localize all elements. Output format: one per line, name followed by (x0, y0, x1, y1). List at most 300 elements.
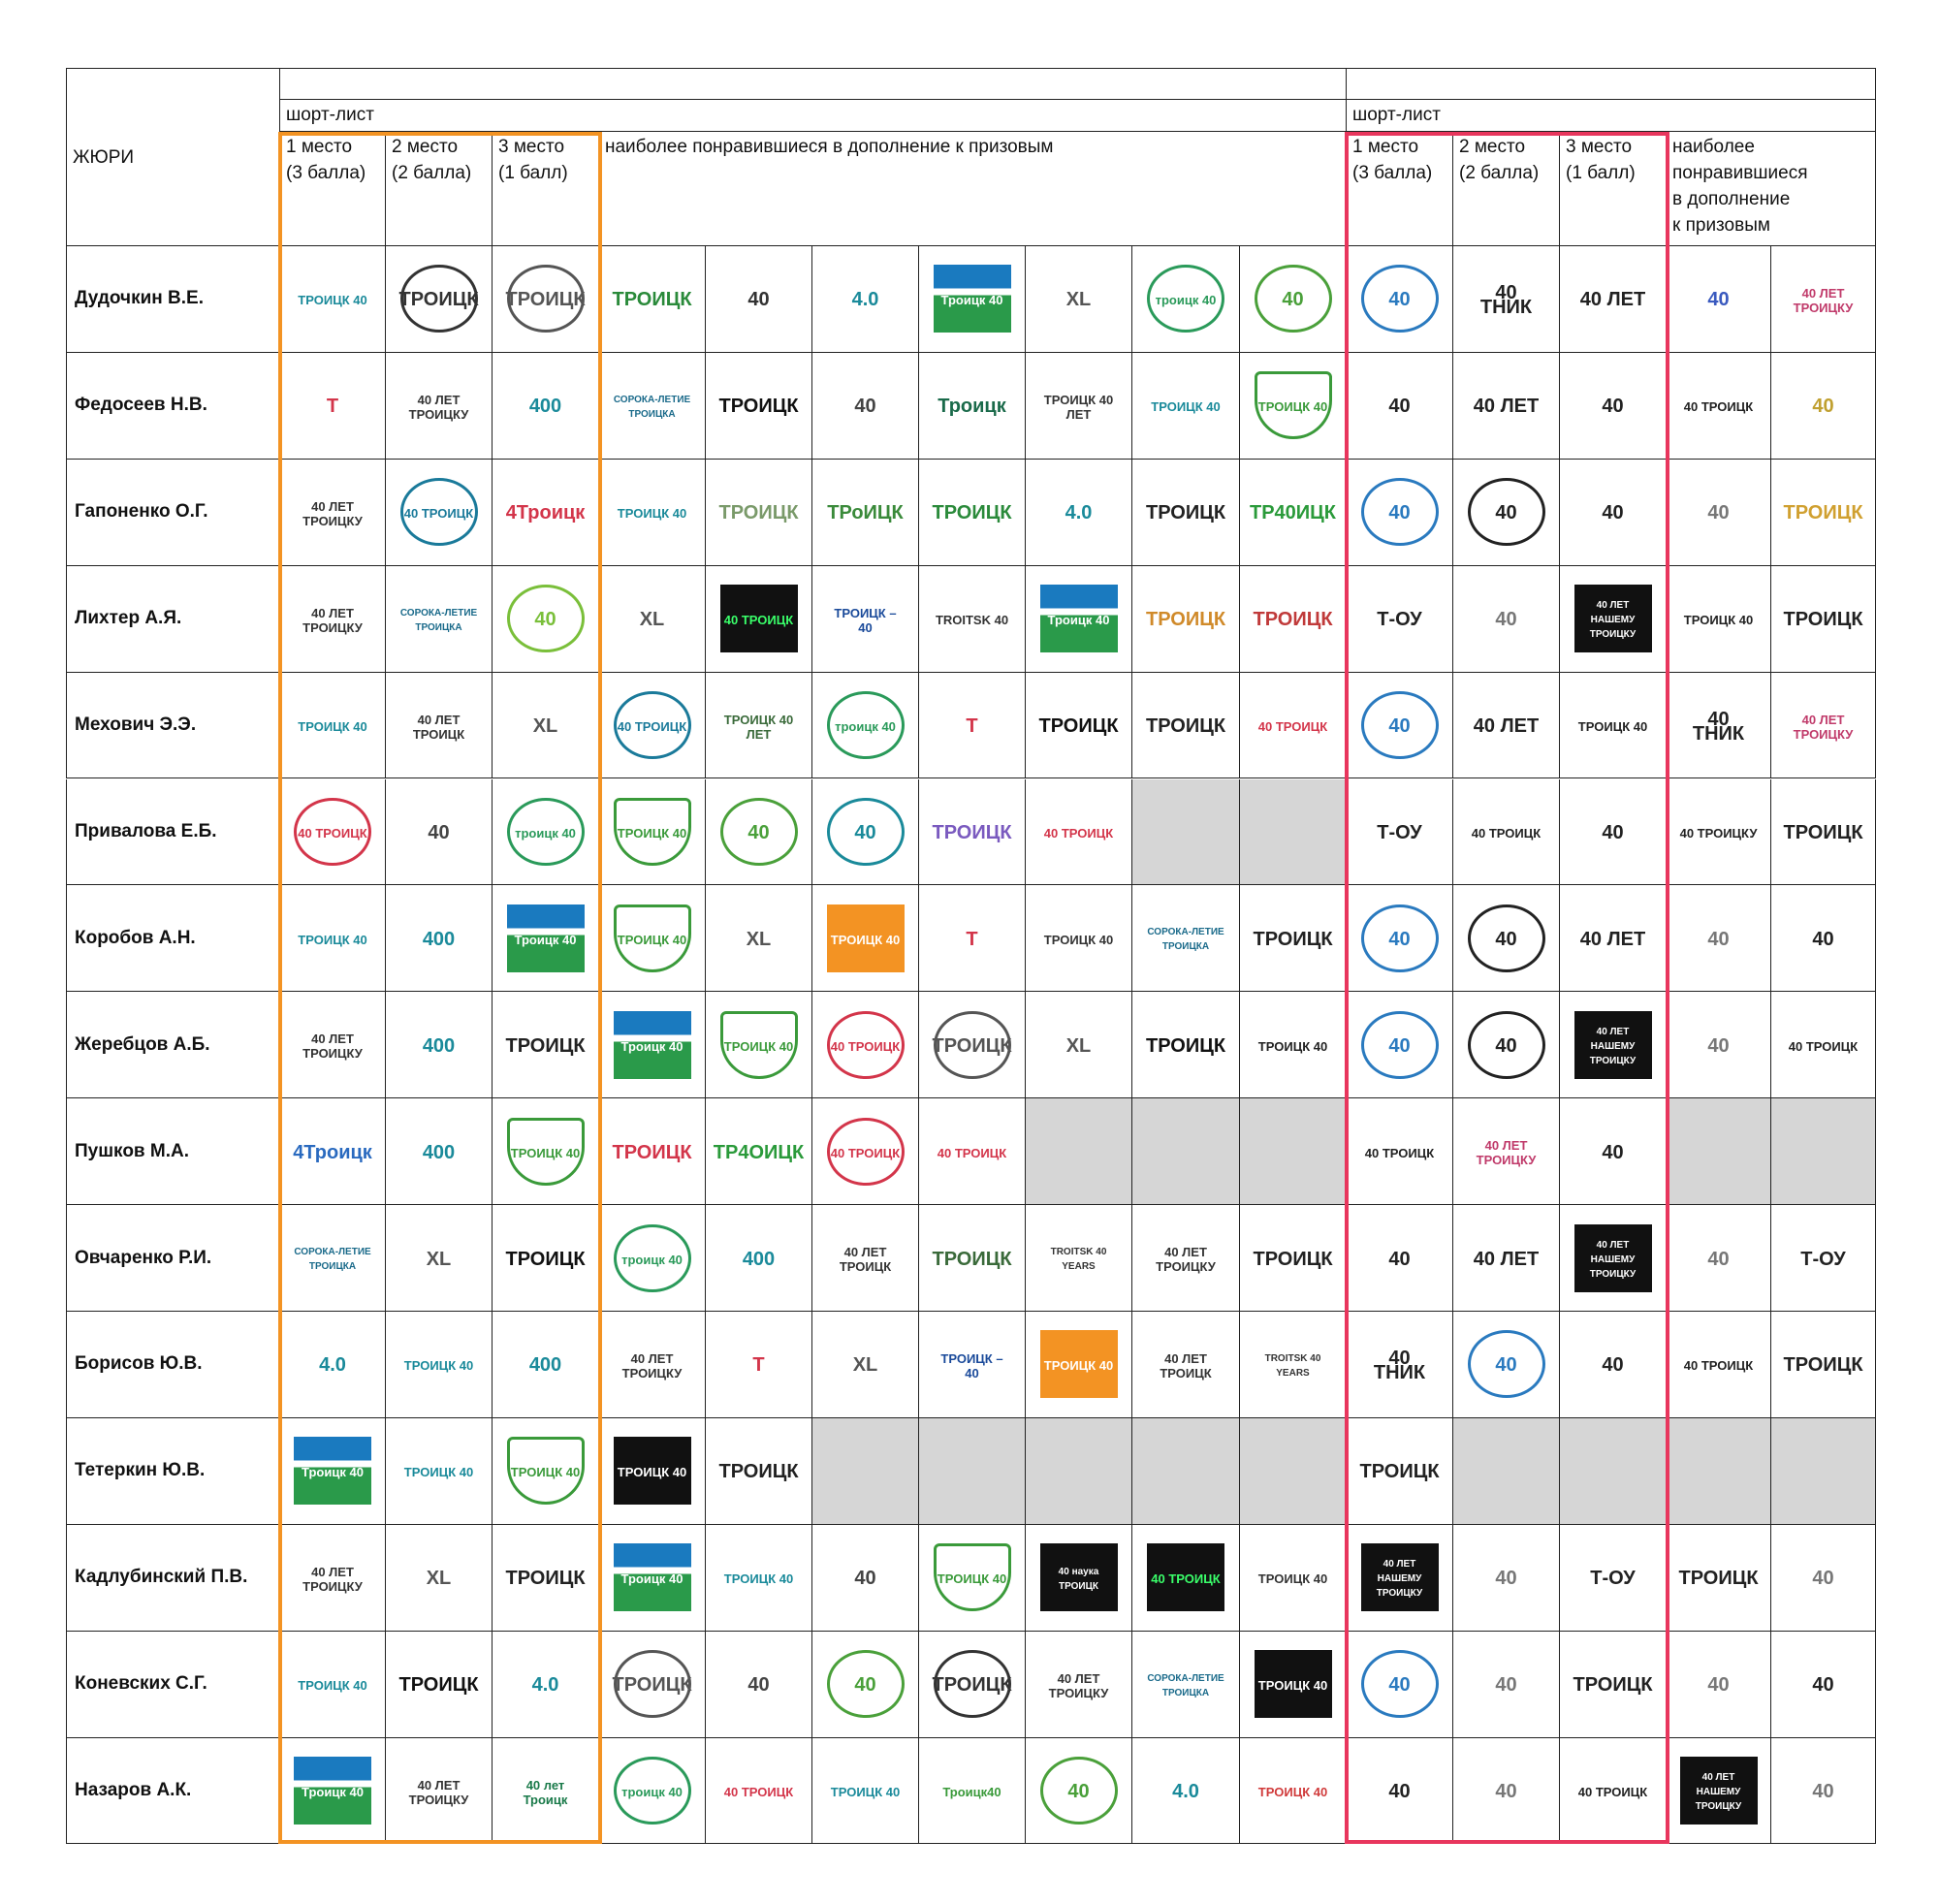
logo-mark (1785, 798, 1862, 866)
junior-shortlist-drawing (1347, 885, 1453, 992)
logo-mark (1785, 904, 1862, 972)
senior-liked-logo (812, 1098, 919, 1205)
logo-mark (1574, 798, 1652, 866)
logo-text: троицк 40 (515, 825, 576, 841)
senior-liked-logo (812, 1312, 919, 1418)
junior-shortlist-drawing (1453, 353, 1560, 460)
logo-text: 40 (1495, 1568, 1517, 1590)
logo-text: 40 (1602, 1354, 1624, 1377)
logo-mark (294, 1543, 371, 1611)
logo-text: XL (639, 609, 665, 631)
logo-text: 40 наука ТРОИЦК (1058, 1566, 1099, 1592)
senior-liked-logo (1132, 1525, 1240, 1632)
logo-text: Т (752, 1354, 765, 1377)
logo-mark (1680, 1757, 1758, 1825)
senior-shortlist-logo (493, 460, 599, 566)
junior-shortlist-drawing (1453, 779, 1560, 886)
logo-mark (614, 1437, 691, 1505)
junior-liked-drawing (1667, 779, 1771, 886)
logo-mark (294, 1437, 371, 1505)
logo-text: 40 ЛЕТ ТРОИЦКУ (302, 498, 363, 528)
senior-liked-logo (599, 1205, 706, 1312)
logo-text: 40 (534, 609, 556, 631)
logo-mark (1361, 265, 1439, 333)
logo-text: ТРОИЦК 40 (1257, 1678, 1328, 1694)
senior-liked-logo (1132, 885, 1240, 992)
logo-text: Т-ОУ (1800, 1248, 1846, 1270)
logo-text: ТРОИЦК (932, 1674, 1012, 1697)
logo-text: ТРОИЦК 40 (403, 1358, 474, 1374)
logo-text: 40 ЛЕТ НАШЕМУ ТРОИЦКУ (1695, 1772, 1742, 1813)
senior-shortlist-logo (386, 1738, 493, 1845)
logo-mark (934, 691, 1011, 759)
junior-shortlist-drawing (1347, 1738, 1453, 1845)
empty-cell (1771, 1098, 1876, 1205)
logo-text: ТРОИЦК (1038, 715, 1119, 738)
logo-text: 40 (1602, 502, 1624, 524)
logo-text: ТРОИЦК 40 (298, 1678, 367, 1694)
senior-shortlist-logo (493, 673, 599, 779)
logo-mark (1255, 691, 1332, 759)
logo-text: 40 ЛЕТ (1473, 1248, 1540, 1270)
logo-mark (294, 478, 371, 546)
logo-text: 40 (1707, 1034, 1730, 1057)
logo-text: 40 (854, 1568, 876, 1590)
logo-mark (294, 585, 371, 652)
logo-mark (934, 1224, 1011, 1292)
logo-mark (614, 1011, 691, 1079)
senior-liked-logo (706, 1312, 812, 1418)
logo-text: ТРОИЦК (505, 1568, 586, 1590)
junior-place1-header: 1 место (3 балла) (1347, 132, 1453, 246)
senior-liked-logo (919, 1525, 1026, 1632)
logo-mark (614, 691, 691, 759)
logo-text: ТР40ИЦК (1250, 502, 1336, 524)
logo-mark (400, 478, 478, 546)
logo-mark (1040, 691, 1118, 759)
logo-text: ТРОИЦК (505, 289, 586, 311)
senior-liked-logo (1132, 992, 1240, 1098)
logo-mark (1361, 904, 1439, 972)
senior-liked-logo (1132, 566, 1240, 673)
logo-text: ТРОИЦК (398, 289, 479, 311)
junior-shortlist-drawing (1560, 1098, 1667, 1205)
junior-shortlist-drawing (1560, 779, 1667, 886)
logo-text: TROITSK 40 YEARS (1264, 1352, 1321, 1379)
logo-text: 40 ЛЕТ ТРОИЦК (1160, 1350, 1212, 1380)
senior-shortlist-logo (386, 1632, 493, 1738)
senior-liked-logo (706, 992, 812, 1098)
logo-text: 40 (1282, 289, 1304, 311)
senior-shortlist-logo (280, 673, 386, 779)
senior-shortlist-logo (386, 779, 493, 886)
junior-shortlist-drawing (1560, 566, 1667, 673)
logo-mark (1785, 585, 1862, 652)
senior-liked-logo (599, 1738, 706, 1845)
junior-shortlist-drawing (1347, 673, 1453, 779)
logo-text: XL (852, 1354, 878, 1377)
senior-shortlist-logo (386, 460, 493, 566)
logo-text: 40 ЛЕТ ТРОИЦКУ (408, 392, 469, 422)
logo-mark (400, 1011, 478, 1079)
senior-liked-logo (1026, 673, 1132, 779)
senior-shortlist-logo (386, 1525, 493, 1632)
logo-mark (1468, 1011, 1545, 1079)
junior-shortlist-drawing (1560, 673, 1667, 779)
junior-shortlist-drawing (1560, 885, 1667, 992)
logo-text: ТРОИЦК (932, 821, 1012, 843)
logo-mark (720, 1224, 798, 1292)
logo-text: ТРОИЦК (612, 289, 692, 311)
logo-text: СОРОКА-ЛЕТИЕ ТРОИЦКА (613, 394, 691, 420)
logo-mark (294, 691, 371, 759)
logo-mark (1468, 1224, 1545, 1292)
logo-text: ТРОИЦК 40 (723, 1571, 794, 1587)
jury-score-table (66, 68, 1876, 1844)
logo-text: ТРОИЦК 40 (1577, 719, 1648, 735)
senior-shortlist-logo (386, 1312, 493, 1418)
senior-shortlist-logo (280, 246, 386, 353)
jury-member-name: Дудочкин В.Е. (66, 246, 280, 353)
senior-liked-logo (1026, 1525, 1132, 1632)
logo-mark (720, 1011, 798, 1079)
logo-mark (934, 585, 1011, 652)
logo-text: 40 ТРОИЦК (937, 1145, 1007, 1160)
logo-text: СОРОКА-ЛЕТИЕ ТРОИЦКА (294, 1247, 371, 1273)
senior-shortlist-logo (280, 566, 386, 673)
junior-shortlist-drawing (1347, 1418, 1453, 1525)
logo-text: Т (326, 396, 339, 418)
logo-mark (507, 691, 585, 759)
logo-text: ТРоИЦК (827, 502, 904, 524)
junior-liked-drawing (1771, 1525, 1876, 1632)
logo-mark (720, 478, 798, 546)
senior-liked-header: наиболее понравившиеся в дополнение к призовым (599, 132, 1347, 246)
junior-place2-header: 2 место (2 балла) (1453, 132, 1560, 246)
logo-mark (827, 1118, 905, 1186)
logo-mark (1250, 478, 1336, 546)
logo-text: ТРОИЦК 40 (830, 932, 901, 947)
senior-liked-logo (1240, 566, 1347, 673)
logo-text: ТРОИЦК (718, 1461, 799, 1483)
senior-liked-logo (599, 1525, 706, 1632)
senior-shortlist-logo (280, 1525, 386, 1632)
logo-mark (614, 478, 691, 546)
senior-liked-logo (599, 353, 706, 460)
senior-liked-logo (1132, 1738, 1240, 1845)
senior-liked-logo (599, 779, 706, 886)
logo-mark (1361, 691, 1439, 759)
empty-cell (1667, 1098, 1771, 1205)
logo-mark (400, 691, 478, 759)
junior-shortlist-drawing (1347, 246, 1453, 353)
senior-liked-logo (599, 1418, 706, 1525)
senior-shortlist-logo (280, 885, 386, 992)
logo-text: 40 (1602, 1141, 1624, 1163)
logo-text: 40 ТРОИЦК (1257, 719, 1328, 735)
senior-liked-logo (706, 1418, 812, 1525)
jury-member-name: Тетеркин Ю.В. (66, 1418, 280, 1525)
logo-text: 40 (1495, 609, 1517, 631)
senior-liked-logo (919, 673, 1026, 779)
logo-mark (294, 1011, 371, 1079)
logo-text: ТРОИЦК 40 (298, 293, 367, 308)
empty-cell (1560, 1418, 1667, 1525)
junior-liked-drawing (1771, 673, 1876, 779)
logo-text: ТРОИЦК (1783, 1354, 1863, 1377)
logo-text: 40 (1388, 1248, 1411, 1270)
jury-member-name: Жеребцов А.Б. (66, 992, 280, 1098)
logo-mark (1680, 1224, 1758, 1292)
logo-mark (1040, 265, 1118, 333)
logo-mark (827, 904, 905, 972)
logo-mark (400, 1330, 478, 1398)
junior-liked-drawing (1667, 566, 1771, 673)
senior-shortlist-logo (386, 673, 493, 779)
senior-liked-logo (706, 885, 812, 992)
logo-mark (507, 1543, 585, 1611)
senior-shortlist-logo (386, 1098, 493, 1205)
senior-shortlist-logo (386, 566, 493, 673)
logo-mark (1680, 478, 1758, 546)
logo-mark (507, 1757, 585, 1825)
senior-liked-logo (1240, 1738, 1347, 1845)
logo-mark (1680, 1330, 1758, 1398)
logo-text: ТРОИЦК 40 (1151, 399, 1221, 415)
logo-mark (1361, 1757, 1439, 1825)
logo-mark (507, 1118, 585, 1186)
empty-cell (919, 1418, 1026, 1525)
junior-shortlist-drawing (1560, 1205, 1667, 1312)
logo-text: 40 ЛЕТ ТРОИЦКУ (408, 1777, 469, 1807)
empty-cell (1453, 1418, 1560, 1525)
logo-mark (1680, 371, 1758, 439)
logo-mark (1785, 371, 1862, 439)
logo-text: ТРОИЦК (1783, 821, 1863, 843)
logo-text: XL (426, 1568, 452, 1590)
logo-text: 40 (1388, 289, 1411, 311)
logo-mark (1040, 371, 1118, 439)
jury-member-name: Привалова Е.Б. (66, 779, 280, 886)
senior-place1-header: 1 место (3 балла) (280, 132, 386, 246)
junior-shortlist-drawing (1347, 1098, 1453, 1205)
senior-shortlist-logo (280, 779, 386, 886)
junior-shortlist-drawing (1560, 1738, 1667, 1845)
logo-text: 4Троицк (293, 1141, 372, 1163)
logo-text: ТРОИЦК (1359, 1461, 1440, 1483)
logo-mark (934, 1650, 1011, 1718)
logo-mark (1040, 1543, 1118, 1611)
logo-text: 40 ТРОИЦК (1043, 825, 1114, 841)
senior-liked-logo (706, 566, 812, 673)
senior-liked-logo (706, 246, 812, 353)
logo-mark (1680, 1543, 1758, 1611)
junior-shortlist-drawing (1560, 1525, 1667, 1632)
logo-text: ТРОИЦК (1783, 609, 1863, 631)
logo-text: 40 ЛЕТ ТРОИЦКУ (621, 1350, 683, 1380)
senior-liked-logo (919, 1312, 1026, 1418)
logo-text: ТРОИЦК 40 (510, 1145, 581, 1160)
logo-mark (827, 265, 905, 333)
jury-member-name: Борисов Ю.В. (66, 1312, 280, 1418)
logo-text: ТРОИЦК 40 (1257, 1571, 1328, 1587)
logo-mark (294, 798, 371, 866)
logo-text: 4Троицк (505, 502, 586, 524)
logo-mark (1361, 478, 1439, 546)
logo-text: ТРОИЦК (718, 502, 799, 524)
logo-mark (400, 1757, 478, 1825)
junior-shortlist-drawing (1453, 885, 1560, 992)
logo-mark (614, 1543, 691, 1611)
senior-liked-logo (599, 460, 706, 566)
logo-text: Т-ОУ (1377, 609, 1422, 631)
logo-text: 40 ТРОИЦКУ (1679, 825, 1758, 841)
senior-liked-logo (1026, 460, 1132, 566)
logo-mark (827, 371, 905, 439)
logo-mark (720, 904, 798, 972)
junior-shortlist-drawing (1347, 992, 1453, 1098)
senior-liked-logo (1240, 992, 1347, 1098)
logo-mark (1574, 478, 1652, 546)
logo-mark (1255, 1224, 1332, 1292)
logo-text: ТРОИЦК (505, 1248, 586, 1270)
logo-text: 40 (1707, 1674, 1730, 1697)
logo-text: ТРОИЦК – 40 (834, 605, 897, 635)
logo-text: 4.0 (851, 289, 879, 311)
logo-text: 40 (854, 396, 876, 418)
logo-mark (1468, 585, 1545, 652)
senior-liked-logo (1240, 246, 1347, 353)
logo-text: 40 ТРОИЦК (723, 1785, 794, 1800)
senior-liked-logo (919, 246, 1026, 353)
senior-shortlist-logo (493, 1098, 599, 1205)
senior-shortlist-logo (280, 1632, 386, 1738)
senior-liked-logo (919, 460, 1026, 566)
senior-place2-header: 2 место (2 балла) (386, 132, 493, 246)
logo-text: 40 ТРОИЦК (1471, 825, 1542, 841)
logo-text: 40 (1388, 715, 1411, 738)
senior-shortlist-logo (493, 1418, 599, 1525)
logo-mark (934, 904, 1011, 972)
senior-liked-logo (599, 673, 706, 779)
logo-text: 400 (742, 1248, 776, 1270)
senior-shortlist-logo (280, 1098, 386, 1205)
logo-text: ТРОИЦК 40 (830, 1785, 901, 1800)
logo-mark (1680, 585, 1758, 652)
logo-text: 40 ТРОИЦК (830, 1038, 901, 1054)
logo-mark (294, 1330, 371, 1398)
logo-text: ТРОИЦК 40 (510, 1465, 581, 1480)
senior-liked-logo (1026, 1738, 1132, 1845)
empty-cell (1026, 1098, 1132, 1205)
logo-text: СОРОКА-ЛЕТИЕ ТРОИЦКА (1147, 1672, 1224, 1698)
logo-mark (1361, 1543, 1439, 1611)
logo-mark (614, 904, 691, 972)
logo-text: Т-ОУ (1590, 1568, 1636, 1590)
junior-shortlist-drawing (1453, 460, 1560, 566)
logo-text: ТРОИЦК 40 (1043, 932, 1114, 947)
logo-mark (294, 904, 371, 972)
logo-mark (400, 1437, 478, 1505)
logo-text: 40 ЛЕТ (1579, 289, 1646, 311)
senior-liked-logo (599, 1098, 706, 1205)
logo-mark (827, 798, 905, 866)
senior-shortlist-logo (493, 566, 599, 673)
senior-liked-logo (1026, 566, 1132, 673)
logo-mark (827, 1224, 905, 1292)
logo-text: 40 (1067, 1781, 1090, 1803)
logo-mark (1361, 1011, 1439, 1079)
logo-mark (1040, 1224, 1118, 1292)
logo-text: 40 ЛЕТ НАШЕМУ ТРОИЦКУ (1589, 1239, 1637, 1280)
logo-text: ТРОИЦК (1253, 1248, 1333, 1270)
senior-shortlist-logo (280, 353, 386, 460)
senior-liked-logo (812, 1738, 919, 1845)
senior-liked-logo (812, 246, 919, 353)
jury-member-name: Назаров А.К. (66, 1738, 280, 1845)
logo-mark (1785, 478, 1862, 546)
logo-mark (614, 798, 691, 866)
junior-liked-drawing (1667, 1738, 1771, 1845)
empty-cell (1667, 1418, 1771, 1525)
junior-liked-drawing (1667, 1632, 1771, 1738)
senior-shortlist-label: шорт-лист (280, 100, 1347, 132)
logo-mark (294, 265, 371, 333)
logo-text: 400 (422, 1141, 456, 1163)
logo-text: Троицк 40 (1047, 613, 1110, 628)
logo-mark (614, 1650, 691, 1718)
logo-text: ТРОИЦК 40 ЛЕТ (723, 712, 794, 742)
logo-text: 40 (1707, 1248, 1730, 1270)
senior-liked-logo (919, 1738, 1026, 1845)
logo-text: 400 (528, 396, 562, 418)
junior-shortlist-drawing (1453, 1632, 1560, 1738)
senior-liked-logo (706, 1098, 812, 1205)
junior-shortlist-drawing (1560, 246, 1667, 353)
logo-mark (1574, 1330, 1652, 1398)
junior-liked-drawing (1771, 1312, 1876, 1418)
logo-text: ТРОИЦК – 40 (940, 1350, 1003, 1380)
logo-text: ТРОИЦК 40 (1043, 1358, 1114, 1374)
logo-mark (507, 371, 585, 439)
logo-text: 40 ЛЕТ ТРОИЦК (412, 712, 465, 742)
logo-text: TROITSK 40 YEARS (1050, 1247, 1107, 1273)
logo-mark (934, 1543, 1011, 1611)
logo-text: 40 (1812, 1781, 1834, 1803)
senior-shortlist-logo (493, 246, 599, 353)
logo-text: 40 (1707, 502, 1730, 524)
senior-liked-logo (1026, 353, 1132, 460)
empty-cell (1771, 1418, 1876, 1525)
logo-text: 40 (747, 1674, 770, 1697)
logo-mark (1468, 265, 1545, 333)
junior-shortlist-drawing (1453, 1525, 1560, 1632)
logo-mark (1680, 1011, 1758, 1079)
logo-text: ТРОИЦК 40 ЛЕТ (1043, 392, 1114, 422)
logo-mark (1785, 1224, 1862, 1292)
logo-mark (1255, 1543, 1332, 1611)
logo-text: троицк 40 (621, 1785, 683, 1800)
logo-mark (507, 798, 585, 866)
logo-text: Троицк 40 (620, 1038, 683, 1054)
logo-mark (507, 478, 585, 546)
logo-mark (507, 1437, 585, 1505)
logo-text: 4.0 (531, 1674, 559, 1697)
logo-text: 40 ЛЕТ (1473, 715, 1540, 738)
logo-text: 400 (422, 928, 456, 950)
junior-shortlist-drawing (1453, 1205, 1560, 1312)
senior-liked-logo (1132, 673, 1240, 779)
